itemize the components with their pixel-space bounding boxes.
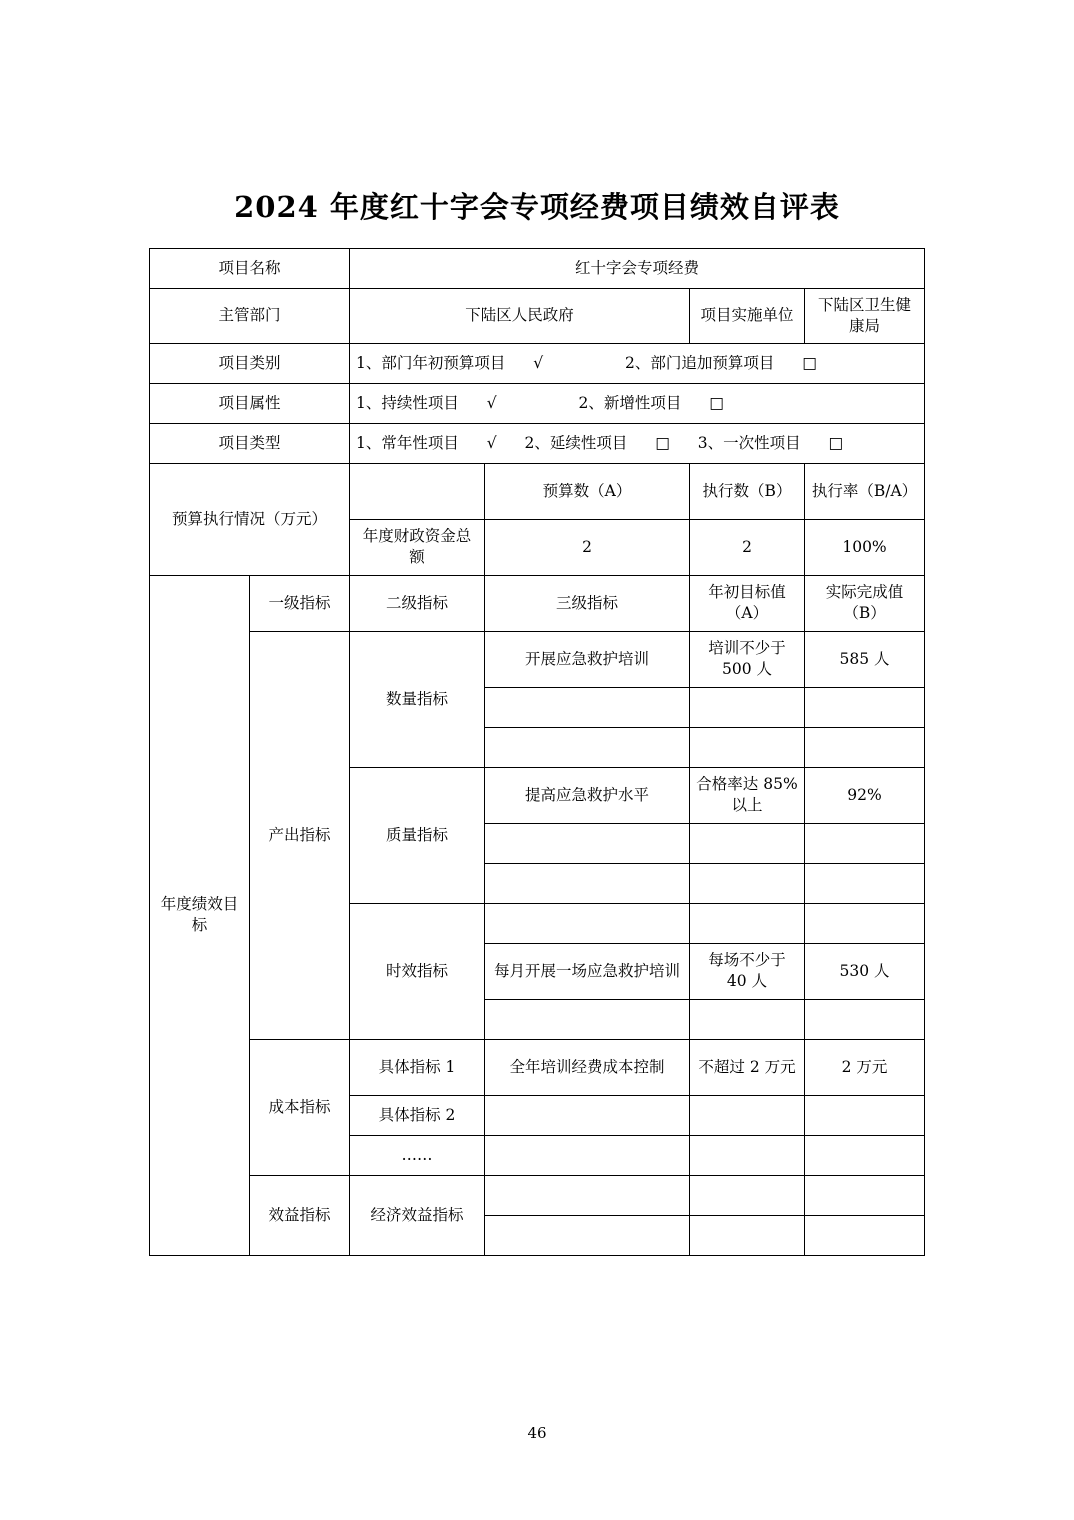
type-options — [350, 423, 925, 463]
attribute-option-1-mark[interactable]: √ — [486, 393, 497, 412]
table-row — [149, 631, 924, 687]
actual-value: 585 人 — [805, 631, 925, 687]
actual-value — [805, 727, 925, 767]
project-name-value: 红十字会专项经费 — [350, 249, 925, 289]
actual-value — [805, 1175, 925, 1215]
level3-value — [485, 999, 690, 1039]
type-option-2[interactable]: 2、延续性项目 — [524, 433, 628, 452]
type-option-3-mark[interactable]: □ — [828, 433, 844, 452]
page-number: 46 — [527, 1424, 547, 1442]
level3-value — [485, 1175, 690, 1215]
type-option-3[interactable]: 3、一次性项目 — [697, 433, 801, 452]
output-label: 产出指标 — [249, 631, 349, 1039]
actual-value: 2 万元 — [805, 1039, 925, 1095]
attribute-option-2-mark[interactable]: □ — [709, 393, 724, 412]
dept-label: 主管部门 — [149, 289, 349, 344]
actual-value — [805, 1095, 925, 1135]
target-value — [690, 903, 805, 943]
actual-value — [805, 999, 925, 1039]
type-option-1[interactable]: 1、常年性项目 — [356, 433, 459, 452]
budget-section-label: 预算执行情况（万元） — [149, 463, 349, 575]
target-value — [690, 823, 805, 863]
level3-value — [485, 903, 690, 943]
header-level1: 一级指标 — [249, 575, 349, 631]
target-value: 合格率达 85%以上 — [690, 767, 805, 823]
category-options — [350, 343, 925, 383]
level3-value — [485, 1095, 690, 1135]
actual-value — [805, 1215, 925, 1255]
header-target: 年初目标值（A） — [690, 575, 805, 631]
type-option-1-mark[interactable]: √ — [486, 433, 497, 452]
project-name-label: 项目名称 — [149, 249, 349, 289]
impl-unit-value: 下陆区卫生健康局 — [805, 289, 925, 344]
table-row — [149, 383, 924, 423]
actual-value — [805, 823, 925, 863]
target-value — [690, 687, 805, 727]
level2-quantity: 数量指标 — [350, 631, 485, 767]
level3-value — [485, 727, 690, 767]
target-value — [690, 1215, 805, 1255]
target-value: 不超过 2 万元 — [690, 1039, 805, 1095]
target-value: 培训不少于 500 人 — [690, 631, 805, 687]
attribute-option-1[interactable]: 1、持续性项目 — [356, 393, 459, 412]
level2-value: 具体指标 1 — [350, 1039, 485, 1095]
table-row — [149, 423, 924, 463]
table-row — [149, 289, 924, 344]
attribute-label: 项目属性 — [149, 383, 349, 423]
level3-value — [485, 823, 690, 863]
target-value — [690, 1175, 805, 1215]
target-value — [690, 863, 805, 903]
target-value — [690, 1135, 805, 1175]
level2-timeliness: 时效指标 — [350, 903, 485, 1039]
header-level3: 三级指标 — [485, 575, 690, 631]
budget-value: 2 — [485, 519, 690, 575]
table-row — [149, 575, 924, 631]
category-option-1-mark[interactable]: √ — [533, 353, 544, 372]
attribute-option-2[interactable]: 2、新增性项目 — [578, 393, 682, 412]
performance-self-assessment-table — [149, 248, 925, 1256]
level2-economic-benefit: 经济效益指标 — [350, 1175, 485, 1255]
category-option-2[interactable]: 2、部门追加预算项目 — [625, 353, 775, 372]
type-label: 项目类型 — [149, 423, 349, 463]
executed-value: 2 — [690, 519, 805, 575]
performance-section-label: 年度绩效目标 — [149, 575, 249, 1255]
level3-value: 提高应急救护水平 — [485, 767, 690, 823]
actual-value: 92% — [805, 767, 925, 823]
actual-value — [805, 903, 925, 943]
budget-col-rate: 执行率（B/A） — [805, 463, 925, 519]
actual-value — [805, 863, 925, 903]
target-value — [690, 727, 805, 767]
budget-col-executed: 执行数（B） — [690, 463, 805, 519]
actual-value — [805, 1135, 925, 1175]
budget-row-label: 年度财政资金总额 — [350, 519, 485, 575]
level3-value: 每月开展一场应急救护培训 — [485, 943, 690, 999]
page-title: 2024 年度红十字会专项经费项目绩效自评表 — [234, 190, 840, 224]
type-option-2-mark[interactable]: □ — [655, 433, 670, 452]
level2-value: 具体指标 2 — [350, 1095, 485, 1135]
category-option-1[interactable]: 1、部门年初预算项目 — [356, 353, 506, 372]
target-value — [690, 999, 805, 1039]
table-row — [149, 249, 924, 289]
level3-value: 全年培训经费成本控制 — [485, 1039, 690, 1095]
budget-blank-header — [350, 463, 485, 519]
budget-col-budget: 预算数（A） — [485, 463, 690, 519]
table-row — [149, 1039, 924, 1095]
table-row — [149, 463, 924, 519]
level2-value: …… — [350, 1135, 485, 1175]
target-value — [690, 1095, 805, 1135]
level3-value — [485, 687, 690, 727]
level3-value — [485, 1215, 690, 1255]
benefit-label: 效益指标 — [249, 1175, 349, 1255]
level2-quality: 质量指标 — [350, 767, 485, 903]
dept-value: 下陆区人民政府 — [350, 289, 690, 344]
category-option-2-mark[interactable]: □ — [802, 353, 817, 372]
header-actual: 实际完成值（B） — [805, 575, 925, 631]
actual-value — [805, 687, 925, 727]
table-row — [149, 1175, 924, 1215]
table-row — [149, 343, 924, 383]
level3-value — [485, 863, 690, 903]
actual-value: 530 人 — [805, 943, 925, 999]
category-label: 项目类别 — [149, 343, 349, 383]
attribute-options — [350, 383, 925, 423]
level3-value: 开展应急救护培训 — [485, 631, 690, 687]
impl-unit-label: 项目实施单位 — [690, 289, 805, 344]
level3-value — [485, 1135, 690, 1175]
header-level2: 二级指标 — [350, 575, 485, 631]
rate-value: 100% — [805, 519, 925, 575]
cost-label: 成本指标 — [249, 1039, 349, 1175]
target-value: 每场不少于 40 人 — [690, 943, 805, 999]
